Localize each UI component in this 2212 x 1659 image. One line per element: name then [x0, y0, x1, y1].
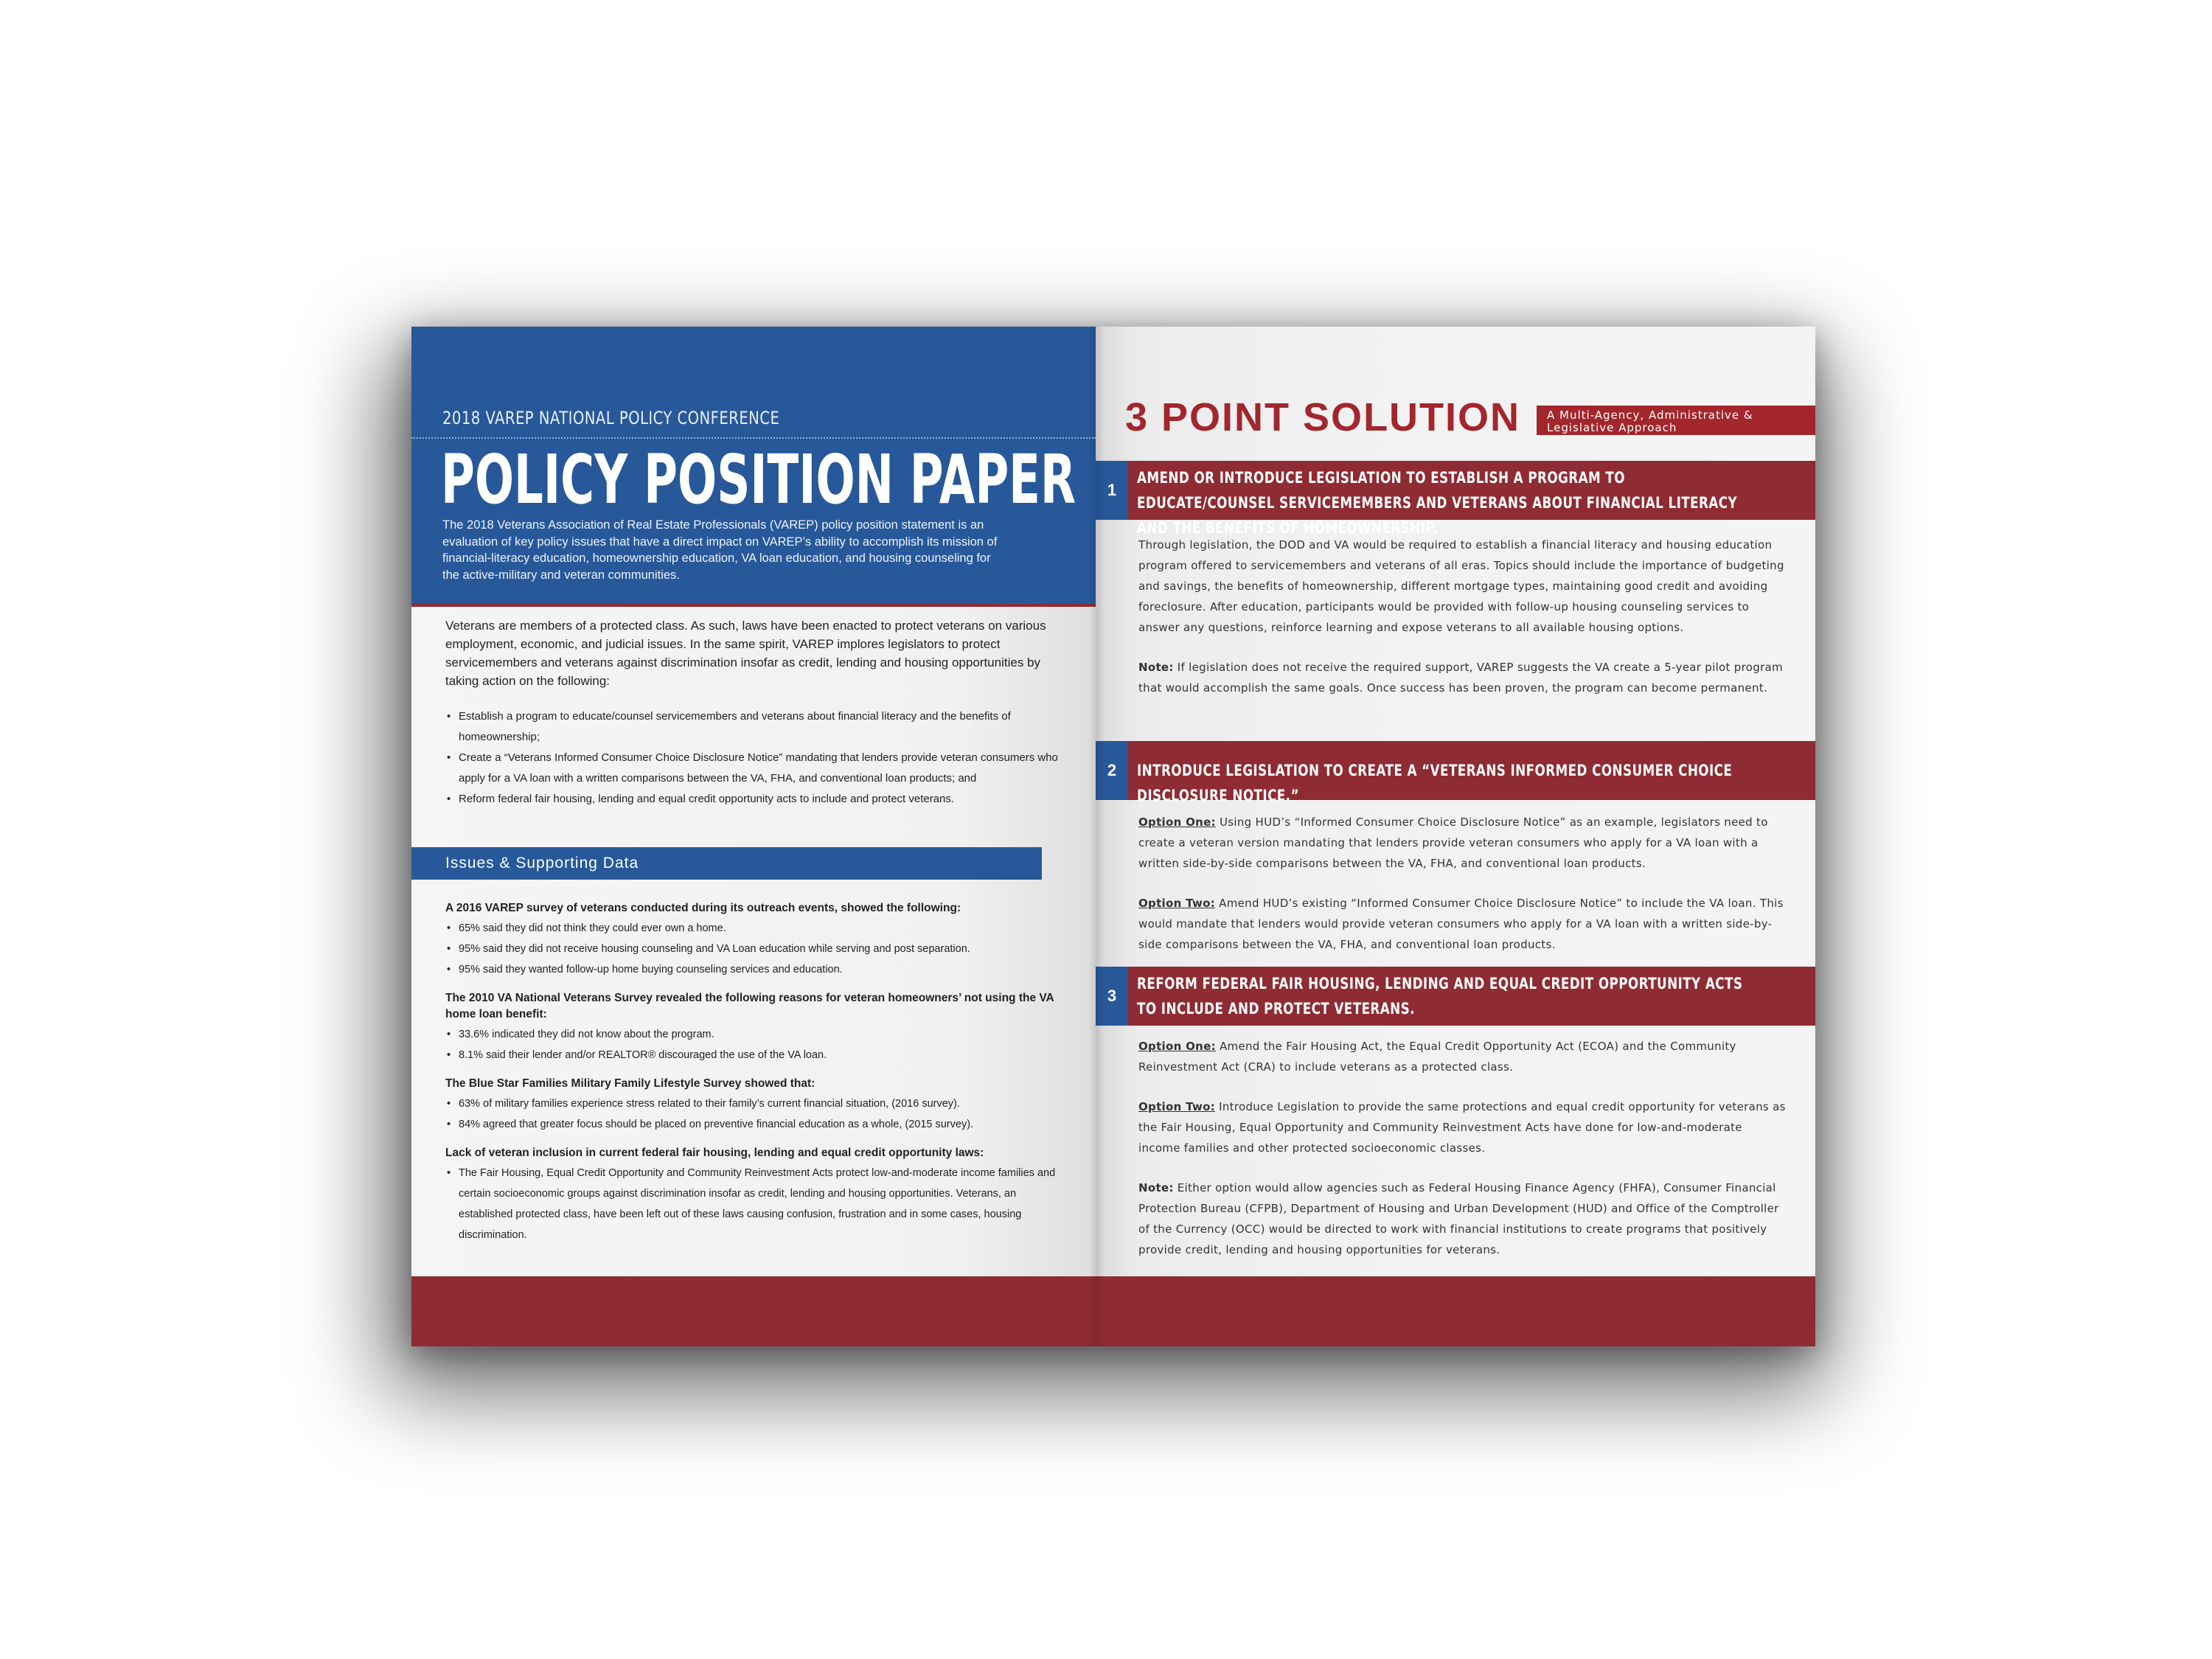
point-1-body	[1138, 535, 1787, 717]
option-text: Introduce Legislation to provide the same protections and equal credit opportunity for veterans as the Fair Housing, Equal Opportunity and Community Reinvestment Acts have done for low-and-moderate income families and other protected socioeconomic classes.	[1138, 1100, 1786, 1155]
point-number: 1	[1096, 461, 1128, 520]
option-label: Option One:	[1138, 815, 1216, 829]
header-rule	[411, 604, 1096, 607]
issue-group	[445, 990, 1065, 1065]
paper-title: POLICY POSITION PAPER	[441, 440, 1077, 519]
option-one-paragraph	[1138, 812, 1787, 874]
option-label: Option Two:	[1138, 897, 1216, 910]
point-1-heading-bar	[1096, 461, 1815, 537]
point-heading: INTRODUCE LEGISLATION TO CREATE A “VETERANS INFORMED CONSUMER CHOICE DISCLOSURE NOTICE.”	[1137, 762, 1733, 804]
intro-text: The 2018 Veterans Association of Real Estate Professionals (VAREP) policy position statement is an evaluation of key policy issues that have a direct impact on VAREP’s ability to accomplish its mission of financial-literacy education, homeownership education, VA loan education, and housing counseling for the active-military and veteran communities.	[442, 518, 998, 582]
left-header	[411, 327, 1096, 604]
list-item: • Establish a program to educate/counsel servicemembers and veterans about financial literacy and the benefits of homeownership;	[445, 706, 1065, 748]
option-label: Option One:	[1138, 1040, 1216, 1053]
action-list	[445, 706, 1065, 810]
issue-group	[445, 1076, 1065, 1135]
option-two-paragraph	[1138, 893, 1787, 955]
option-label: Option Two:	[1138, 1100, 1216, 1113]
left-footer-band	[411, 1276, 1096, 1346]
note-label: Note:	[1138, 1181, 1174, 1194]
list-item: • 63% of military families experience stress related to their family’s current financial situation, (2016 survey).	[445, 1093, 1065, 1114]
point-3-heading-bar	[1096, 967, 1815, 1026]
option-text: Using HUD’s “Informed Consumer Choice Disclosure Notice” as an example, legislators need to create a veteran version mandating that lenders provide veteran consumers who apply for a VA loan with a written side-by-side comparisons between the VA, FHA, and conventional loan products.	[1138, 815, 1768, 870]
solution-title: 3 POINT SOLUTION	[1125, 395, 1521, 439]
brochure-spread	[411, 327, 1815, 1346]
right-footer-band	[1096, 1276, 1815, 1346]
note-label: Note:	[1138, 661, 1174, 674]
issue-group	[445, 900, 1065, 980]
point-heading: REFORM FEDERAL FAIR HOUSING, LENDING AND EQUAL CREDIT OPPORTUNITY ACTS TO INCLUDE AND PROTECT VETERANS.	[1137, 975, 1743, 1018]
point-2-body	[1138, 812, 1787, 974]
note-text: Either option would allow agencies such as Federal Housing Finance Agency (FHFA), Consumer Financial Protection Bureau (CFPB), Department of Housing and Urban Development (HUD) and Office of the Comptroller of the Currency (OCC) would be directed to work with financial institutions to create programs that positively provide credit, lending and housing opportunities for veterans.	[1138, 1181, 1779, 1256]
list-item: • 95% said they did not receive housing counseling and VA Loan education while serving and post separation.	[445, 939, 1065, 959]
issues-heading: Issues & Supporting Data	[411, 847, 1042, 880]
point-3-body	[1138, 1036, 1787, 1279]
option-text: Amend HUD’s existing “Informed Consumer Choice Disclosure Notice” to include the VA loan. This would mandate that lenders would provide veteran consumers who apply for a VA loan with a written side-by-side comparisons between the VA, FHA, and conventional loan products.	[1138, 897, 1784, 951]
list-item: • 8.1% said their lender and/or REALTOR® discouraged the use of the VA loan.	[445, 1045, 1065, 1065]
right-page	[1096, 327, 1815, 1346]
issue-heading: The 2010 VA National Veterans Survey revealed the following reasons for veteran homeowners’ not using the VA home loan benefit:	[445, 992, 1054, 1020]
page-gutter	[1088, 327, 1105, 1346]
issue-group	[445, 1145, 1065, 1245]
note-paragraph	[1138, 1178, 1787, 1260]
issue-heading: The Blue Star Families Military Family Lifestyle Survey showed that:	[445, 1077, 815, 1090]
issues-section	[445, 894, 1065, 1256]
option-two-paragraph	[1138, 1096, 1787, 1158]
point-2-heading-bar	[1096, 741, 1815, 804]
list-item: • 65% said they did not think they could ever own a home.	[445, 918, 1065, 939]
left-body	[445, 616, 1065, 810]
issue-heading: Lack of veteran inclusion in current federal fair housing, lending and equal credit opportunity laws:	[445, 1147, 984, 1159]
protected-class-paragraph: Veterans are members of a protected class. As such, laws have been enacted to protect veterans on various employment, economic, and judicial issues. In the same spirit, VAREP implores legislators to protect servicemembers and veterans against discrimination insofar as credit, lending and housing opportunities by taking action on the following:	[445, 619, 1046, 688]
point-body-text: Through legislation, the DOD and VA would be required to establish a financial literacy and housing education program offered to servicemembers and veterans of all eras. Topics should include the importance of budgeting and savings, the benefits of homeownership, different mortgage types, maintaining good credit and avoiding foreclosure. After education, participants would be provided with follow-up housing counseling services to answer any questions, reinforce learning and expose veterans to all available housing options.	[1138, 538, 1784, 634]
left-page	[411, 327, 1096, 1346]
header-divider	[411, 437, 1096, 439]
list-item: • 33.6% indicated they did not know about the program.	[445, 1024, 1065, 1045]
option-text: Amend the Fair Housing Act, the Equal Credit Opportunity Act (ECOA) and the Community Reinvestment Act (CRA) to include veterans as a protected class.	[1138, 1040, 1736, 1074]
point-number: 2	[1096, 741, 1128, 800]
point-number: 3	[1096, 967, 1128, 1026]
issue-heading: A 2016 VAREP survey of veterans conducted during its outreach events, showed the following:	[445, 902, 961, 914]
list-item: • Create a “Veterans Informed Consumer Choice Disclosure Notice” mandating that lenders provide veteran consumers who apply for a VA loan with a written comparisons between the VA, FHA, and conventional loan products; and	[445, 748, 1065, 789]
solution-tagline: A Multi-Agency, Administrative & Legislative Approach	[1537, 406, 1815, 435]
point-heading: AMEND OR INTRODUCE LEGISLATION TO ESTABLISH A PROGRAM TO EDUCATE/COUNSEL SERVICEMEMBERS AND VETERANS ABOUT FINANCIAL LITERACY AND THE BENEFITS OF HOMEOWNERSHIP.	[1137, 469, 1738, 537]
list-item: • 95% said they wanted follow-up home buying counseling services and education.	[445, 959, 1065, 980]
note-paragraph	[1138, 657, 1787, 698]
list-item: • Reform federal fair housing, lending and equal credit opportunity acts to include and protect veterans.	[445, 789, 1065, 810]
note-text: If legislation does not receive the required support, VAREP suggests the VA create a 5-year pilot program that would accomplish the same goals. Once success has been proven, the program can become permanent.	[1138, 661, 1783, 695]
list-item: • 84% agreed that greater focus should be placed on preventive financial education as a whole, (2015 survey).	[445, 1114, 1065, 1135]
option-one-paragraph	[1138, 1036, 1787, 1077]
conference-title: 2018 VAREP NATIONAL POLICY CONFERENCE	[442, 408, 780, 428]
list-item: • The Fair Housing, Equal Credit Opportunity and Community Reinvestment Acts protect low-and-moderate income families and certain socioeconomic groups against discrimination insofar as credit, lending and housing opportunities. Veterans, an established protected class, have been left out of these laws causing confusion, frustration and in some cases, housing discrimination.	[445, 1163, 1065, 1245]
